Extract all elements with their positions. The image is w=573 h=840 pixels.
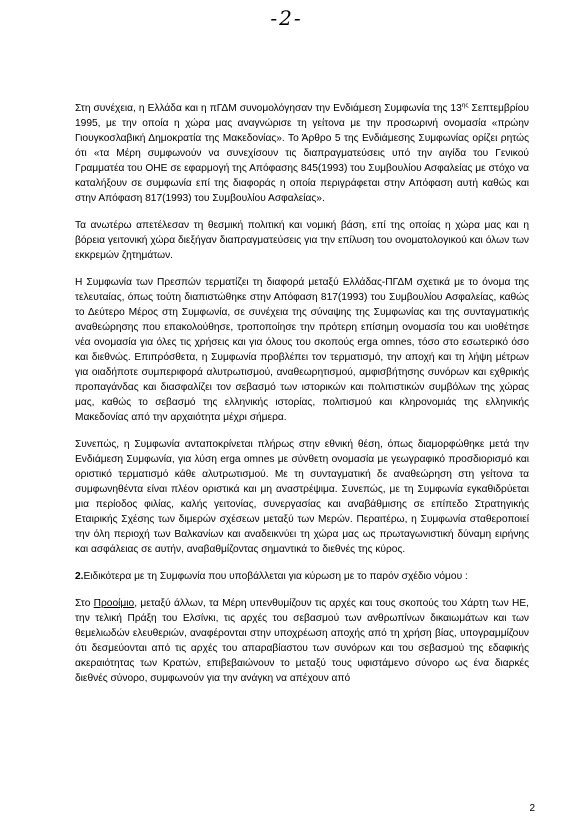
page-number: 2 (529, 803, 535, 814)
paragraph-prespa-agreement: Η Συμφωνία των Πρεσπών τερματίζει τη διαφορά μεταξύ Ελλάδας-ΠΓΔΜ σχετικά με το όνομα της τελευταίας, όπως τούτη διαπιστώθηκε στην Απόφαση 817(1993) του Συμβουλίου Ασφαλείας, καθώς το Δεύτερο Μέρος στη Συμφωνία, σε συνέχεια της σύναψης της Συμφωνίας και της συνταγματικής αναθεώρησης που επακολούθησε, τροποποίησε την πρότερη επίσημη ονομασία του και υιοθέτησε νέα ονομασία για όλες τις χρήσεις και για όλους του σκοπούς erga omnes, τόσο στο εσωτερικό όσο και διεθνώς. Επιπρόσθετα, η Συμφωνία προβλέπει τον τερματισμό, την αποχή και τη λήψη μέτρων για οιαδήποτε συμπεριφορά αλυτρωτισμού, αναθεωρητισμού, αμφισβήτησης συνόρων και εχθρικής προπαγάνδας και διασφαλίζει τον σεβασμό των ιστορικών και πολιτιστικών συμβόλων της χώρας μας, καθώς το σεβασμό της ελληνικής ιστορίας, πολιτισμού και κληρονομιάς της ελληνικής Μακεδονίας από την αρχαιότητα μέχρι σήμερα. (75, 277, 529, 423)
document-body (75, 101, 529, 698)
paragraph-preamble (75, 596, 529, 686)
underlined-term: Προοίμιο (93, 598, 135, 609)
paragraph-national-position: Συνεπώς, η Συμφωνία ανταποκρίνεται πλήρως στην εθνική θέση, όπως διαμορφώθηκε μετά την Ενδιάμεση Συμφωνία, για λύση erga omnes με σύνθετη ονομασία με γεωγραφικό προσδιορισμό και οριστικό τερματισμό κάθε αλυτρωτισμού. Με τη συνταγματική δε αναθεώρηση στη γείτονα τα συμφωνηθέντα είναι πλέον οριστικά και μη αναστρέψιμα. Συνεπώς, με τη Συμφωνία εγκαθιδρύεται μια περίοδος φιλίας, καλής γειτονίας, συνεργασίας και αναβάθμισης σε επίπεδο Στρατηγικής Εταιρικής Σχέσης των διμερών σχέσεων μεταξύ των Μερών. Περαιτέρω, η Συμφωνία σταθεροποιεί την όλη περιοχή των Βαλκανίων και αναδεικνύει τη χώρα μας ως πρωταγωνιστική δύναμη ειρήνης και ασφάλειας σε αυτήν, αναβαθμίζοντας σημαντικά το διεθνές της κύρος. (75, 439, 529, 555)
paragraph-text: Στη συνέχεια, η Ελλάδα και η πΓΔΜ συνομολόγησαν την Ενδιάμεση Συμφωνία της 13 (75, 103, 462, 114)
paragraph-legal-basis: Τα ανωτέρω απετέλεσαν τη θεσμική πολιτική και νομική βάση, επί της οποίας η χώρα μας και η βόρεια γειτονική χώρα διεξήγαν διαπραγματεύσεις για την επίλυση του ονοματολογικού και όλων των εκκρεμών ζητημάτων. (75, 220, 529, 261)
section-number: 2. (75, 571, 84, 582)
paragraph-text: Σεπτεμβρίου 1995, με την οποία η χώρα μας αναγνώρισε τη γείτονα με την προσωρινή ονομασία «πρώην Γιουγκοσλαβική Δημοκρατία της Μακεδονίας». Το Άρθρο 5 της Ενδιάμεσης Συμφωνίας ορίζει ρητώς ότι «τα Μέρη συμφωνούν να συνεχίσουν τις διαπραγματεύσεις υπό την αιγίδα του Γενικού Γραμματέα του ΟΗΕ σε εφαρμογή της Απόφασης 845(1993) του Συμβουλίου Ασφαλείας με στόχο να καταλήξουν σε συμφωνία επί της διαφοράς η οποία περιγράφεται στην Απόφαση αυτή καθώς και στην Απόφαση 817(1993) του Συμβουλίου Ασφαλείας». (75, 103, 529, 204)
paragraph-section-2 (75, 569, 529, 584)
ordinal-suffix: ης (461, 102, 469, 109)
paragraph-text: , μεταξύ άλλων, τα Μέρη υπενθυμίζουν τις αρχές και τους σκοπούς του Χάρτη των ΗΕ, την τελική Πράξη του Ελσίνκι, τις αρχές του σεβασμού των ανθρωπίνων δικαιωμάτων και των θεμελιωδών ελευθεριών, αναφέρονται στην υποχρέωση αποχής από τη χρήση βίας, υπογραμμίζουν ότι δεσμεύονται από τις αρχές του απαραβίαστου των συνόρων και του σεβασμού της εδαφικής ακεραιότητας των Κρατών, επιβεβαιώνουν το μεταξύ τους υφιστάμενο σύνορο ως ένα διαρκές διεθνές σύνορο, συμφωνούν για την ανάγκη να απέχουν από (75, 598, 529, 684)
paragraph-text: Στο (75, 598, 94, 609)
paragraph-text: Ειδικότερα με τη Συμφωνία που υποβάλλεται για κύρωση με το παρόν σχέδιο νόμου : (83, 571, 468, 582)
paragraph-interim-agreement (75, 101, 529, 206)
handwritten-page-mark: -2- (270, 6, 303, 30)
